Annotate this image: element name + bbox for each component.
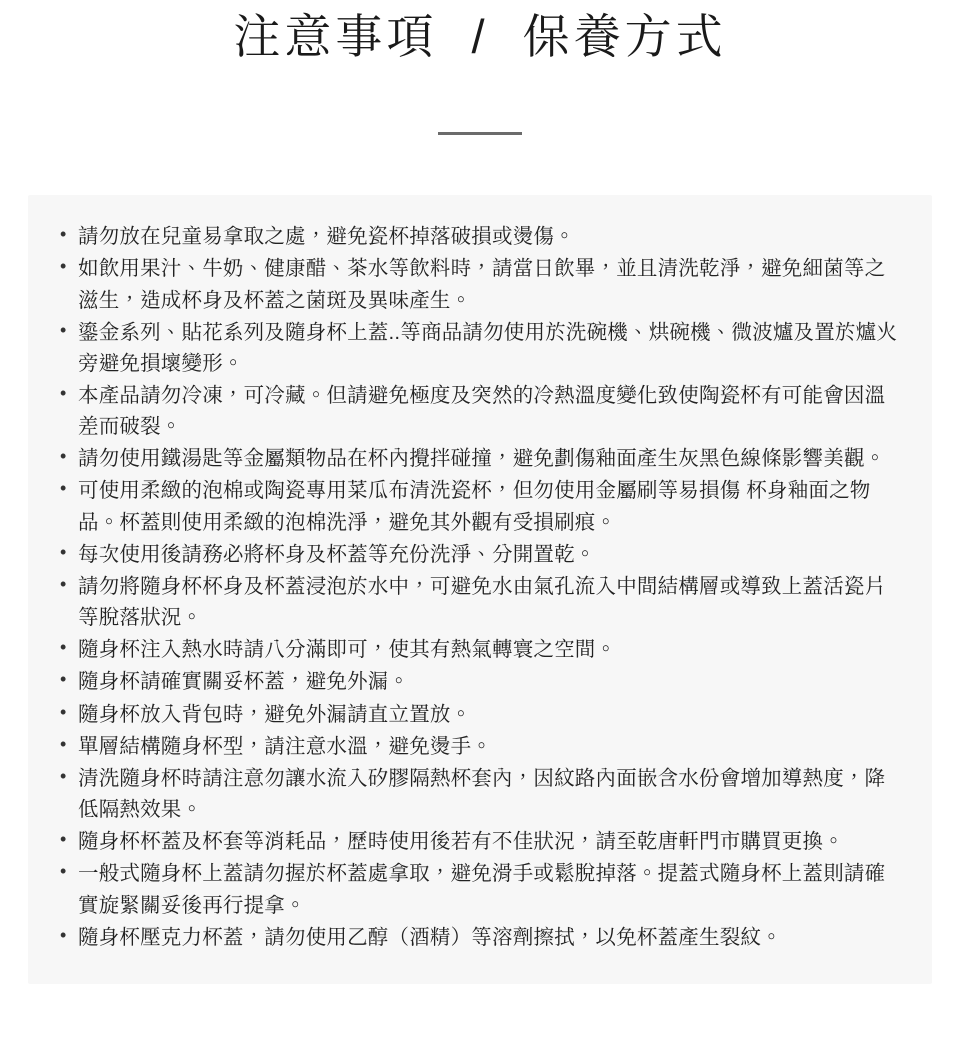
list-item: • 鎏金系列、貼花系列及隨身杯上蓋..等商品請勿使用於洗碗機、烘碗機、微波爐及置於爐火旁避免損壞變形。 xyxy=(56,317,904,379)
list-item: • 如飲用果汁、牛奶、健康醋、茶水等飲料時，請當日飲畢，並且清洗乾淨，避免細菌等之滋生，造成杯身及杯蓋之菌斑及異味產生。 xyxy=(56,253,904,315)
list-item: • 隨身杯放入背包時，避免外漏請直立置放。 xyxy=(56,699,904,730)
list-item: • 每次使用後請務必將杯身及杯蓋等充份洗淨、分開置乾。 xyxy=(56,539,904,570)
page-title: 注意事項 / 保養方式 xyxy=(233,10,727,63)
list-item: • 可使用柔緻的泡棉或陶瓷專用菜瓜布清洗瓷杯，但勿使用金屬刷等易損傷 杯身釉面之物品。杯蓋則使用柔緻的泡棉洗淨，避免其外觀有受損刷痕。 xyxy=(56,475,904,537)
title-divider xyxy=(438,132,522,135)
list-item: • 隨身杯注入熱水時請八分滿即可，使其有熱氣轉寰之空間。 xyxy=(56,634,904,665)
list-item: • 單層結構隨身杯型，請注意水溫，避免燙手。 xyxy=(56,731,904,762)
notes-list xyxy=(56,221,904,953)
list-item: • 一般式隨身杯上蓋請勿握於杯蓋處拿取，避免滑手或鬆脫掉落。提蓋式隨身杯上蓋則請確實旋緊關妥後再行提拿。 xyxy=(56,858,904,920)
list-item: • 隨身杯杯蓋及杯套等消耗品，歷時使用後若有不佳狀況，請至乾唐軒門市購買更換。 xyxy=(56,826,904,857)
list-item: • 隨身杯請確實關妥杯蓋，避免外漏。 xyxy=(56,666,904,697)
list-item: • 本產品請勿冷凍，可冷藏。但請避免極度及突然的冷熱溫度變化致使陶瓷杯有可能會因溫差而破裂。 xyxy=(56,380,904,442)
list-item: • 隨身杯壓克力杯蓋，請勿使用乙醇（酒精）等溶劑擦拭，以免杯蓋產生裂紋。 xyxy=(56,922,904,953)
notes-card xyxy=(28,195,932,984)
list-item: • 清洗隨身杯時請注意勿讓水流入矽膠隔熱杯套內，因紋路內面嵌含水份會增加導熱度，降低隔熱效果。 xyxy=(56,763,904,825)
list-item: • 請勿將隨身杯杯身及杯蓋浸泡於水中，可避免水由氣孔流入中間結構層或導致上蓋活瓷片等脫落狀況。 xyxy=(56,571,904,633)
list-item: • 請勿使用鐵湯匙等金屬類物品在杯內攪拌碰撞，避免劃傷釉面產生灰黑色線條影響美觀。 xyxy=(56,443,904,474)
list-item: • 請勿放在兒童易拿取之處，避免瓷杯掉落破損或燙傷。 xyxy=(56,221,904,252)
